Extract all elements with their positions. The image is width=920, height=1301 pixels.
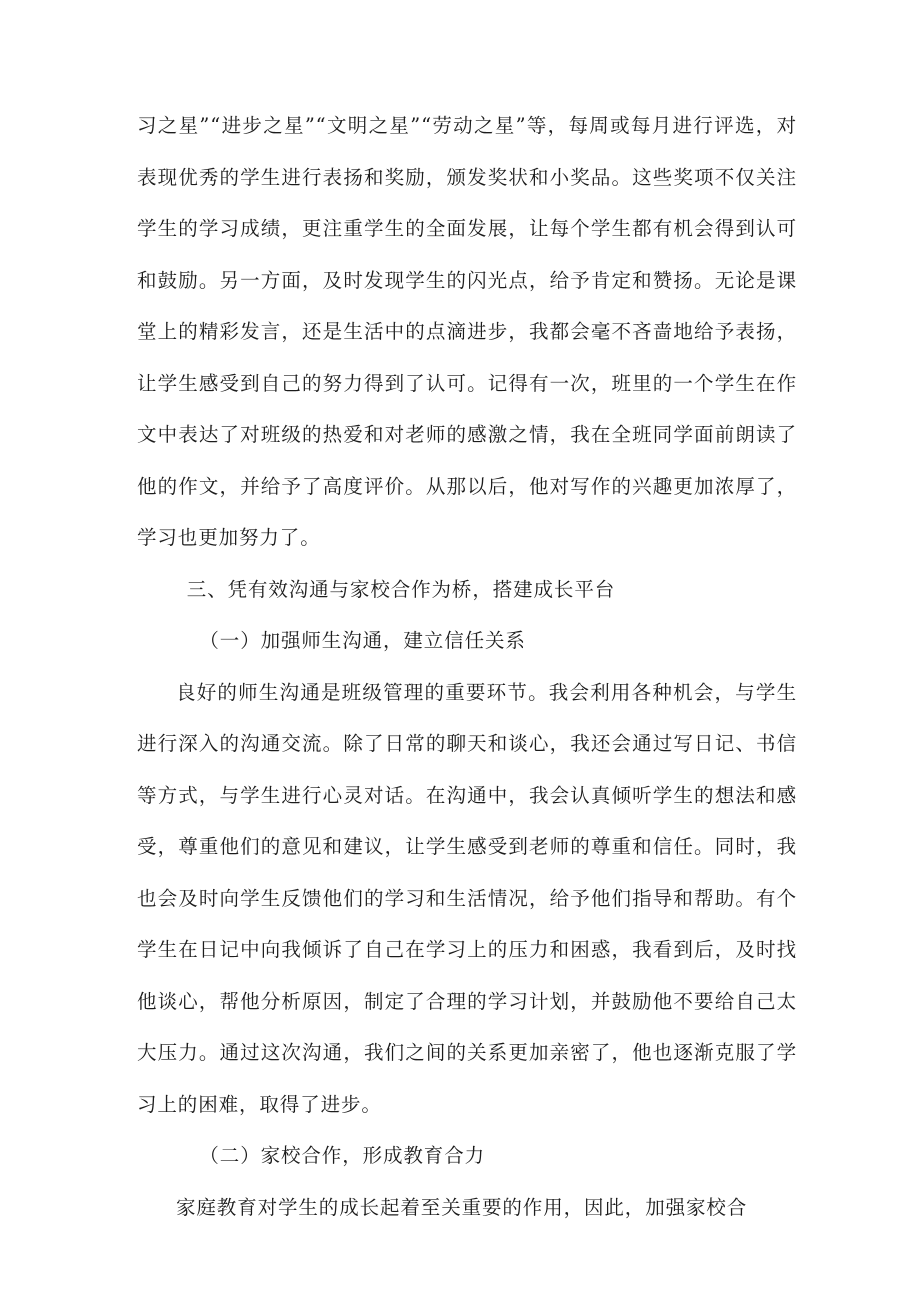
document-body [137, 100, 797, 1233]
paragraph-home-school-cooperation: 家庭教育对学生的成长起着至关重要的作用，因此，加强家校合 [176, 1195, 748, 1219]
section-heading-communication: 三、凭有效沟通与家校合作为桥，搭建成长平台 [186, 577, 616, 601]
paragraph-awards: 习之星”“进步之星”“文明之星”“劳动之星”等，每周或每月进行评选，对表现优秀的学生进行表扬和奖励，颁发奖状和小奖品。这些奖项不仅关注学生的学习成绩，更注重学生的全面发展，让每个学生都有机会得到认可和鼓励。另一方面，及时发现学生的闪光点，给予肯定和赞扬。无论是课堂上的精彩发言，还是生活中的点滴进步，我都会毫不吝啬地给予表扬，让学生感受到自己的努力得到了认可。记得有一次，班里的一个学生在作文中表达了对班级的热爱和对老师的感激之情，我在全班同学面前朗读了他的作文，并给予了高度评价。从那以后，他对写作的兴趣更加浓厚了，学习也更加努力了。 [137, 114, 797, 549]
subsection-heading-teacher-student: （一）加强师生沟通，建立信任关系 [199, 629, 526, 652]
subsection-heading-home-school: （二）家校合作，形成教育合力 [199, 1144, 485, 1167]
paragraph-teacher-student-communication: 良好的师生沟通是班级管理的重要环节。我会利用各种机会，与学生进行深入的沟通交流。除了日常的聊天和谈心，我还会通过写日记、书信等方式，与学生进行心灵对话。在沟通中，我会认真倾听学生的想法和感受，尊重他们的意见和建议，让学生感受到老师的尊重和信任。同时，我也会及时向学生反馈他们的学习和生活情况，给予他们指导和帮助。有个学生在日记中向我倾诉了自己在学习上的压力和困惑，我看到后，及时找他谈心，帮他分析原因，制定了合理的学习计划，并鼓励他不要给自己太大压力。通过这次沟通，我们之间的关系更加亲密了，他也逐渐克服了学习上的困难，取得了进步。 [137, 680, 797, 1116]
